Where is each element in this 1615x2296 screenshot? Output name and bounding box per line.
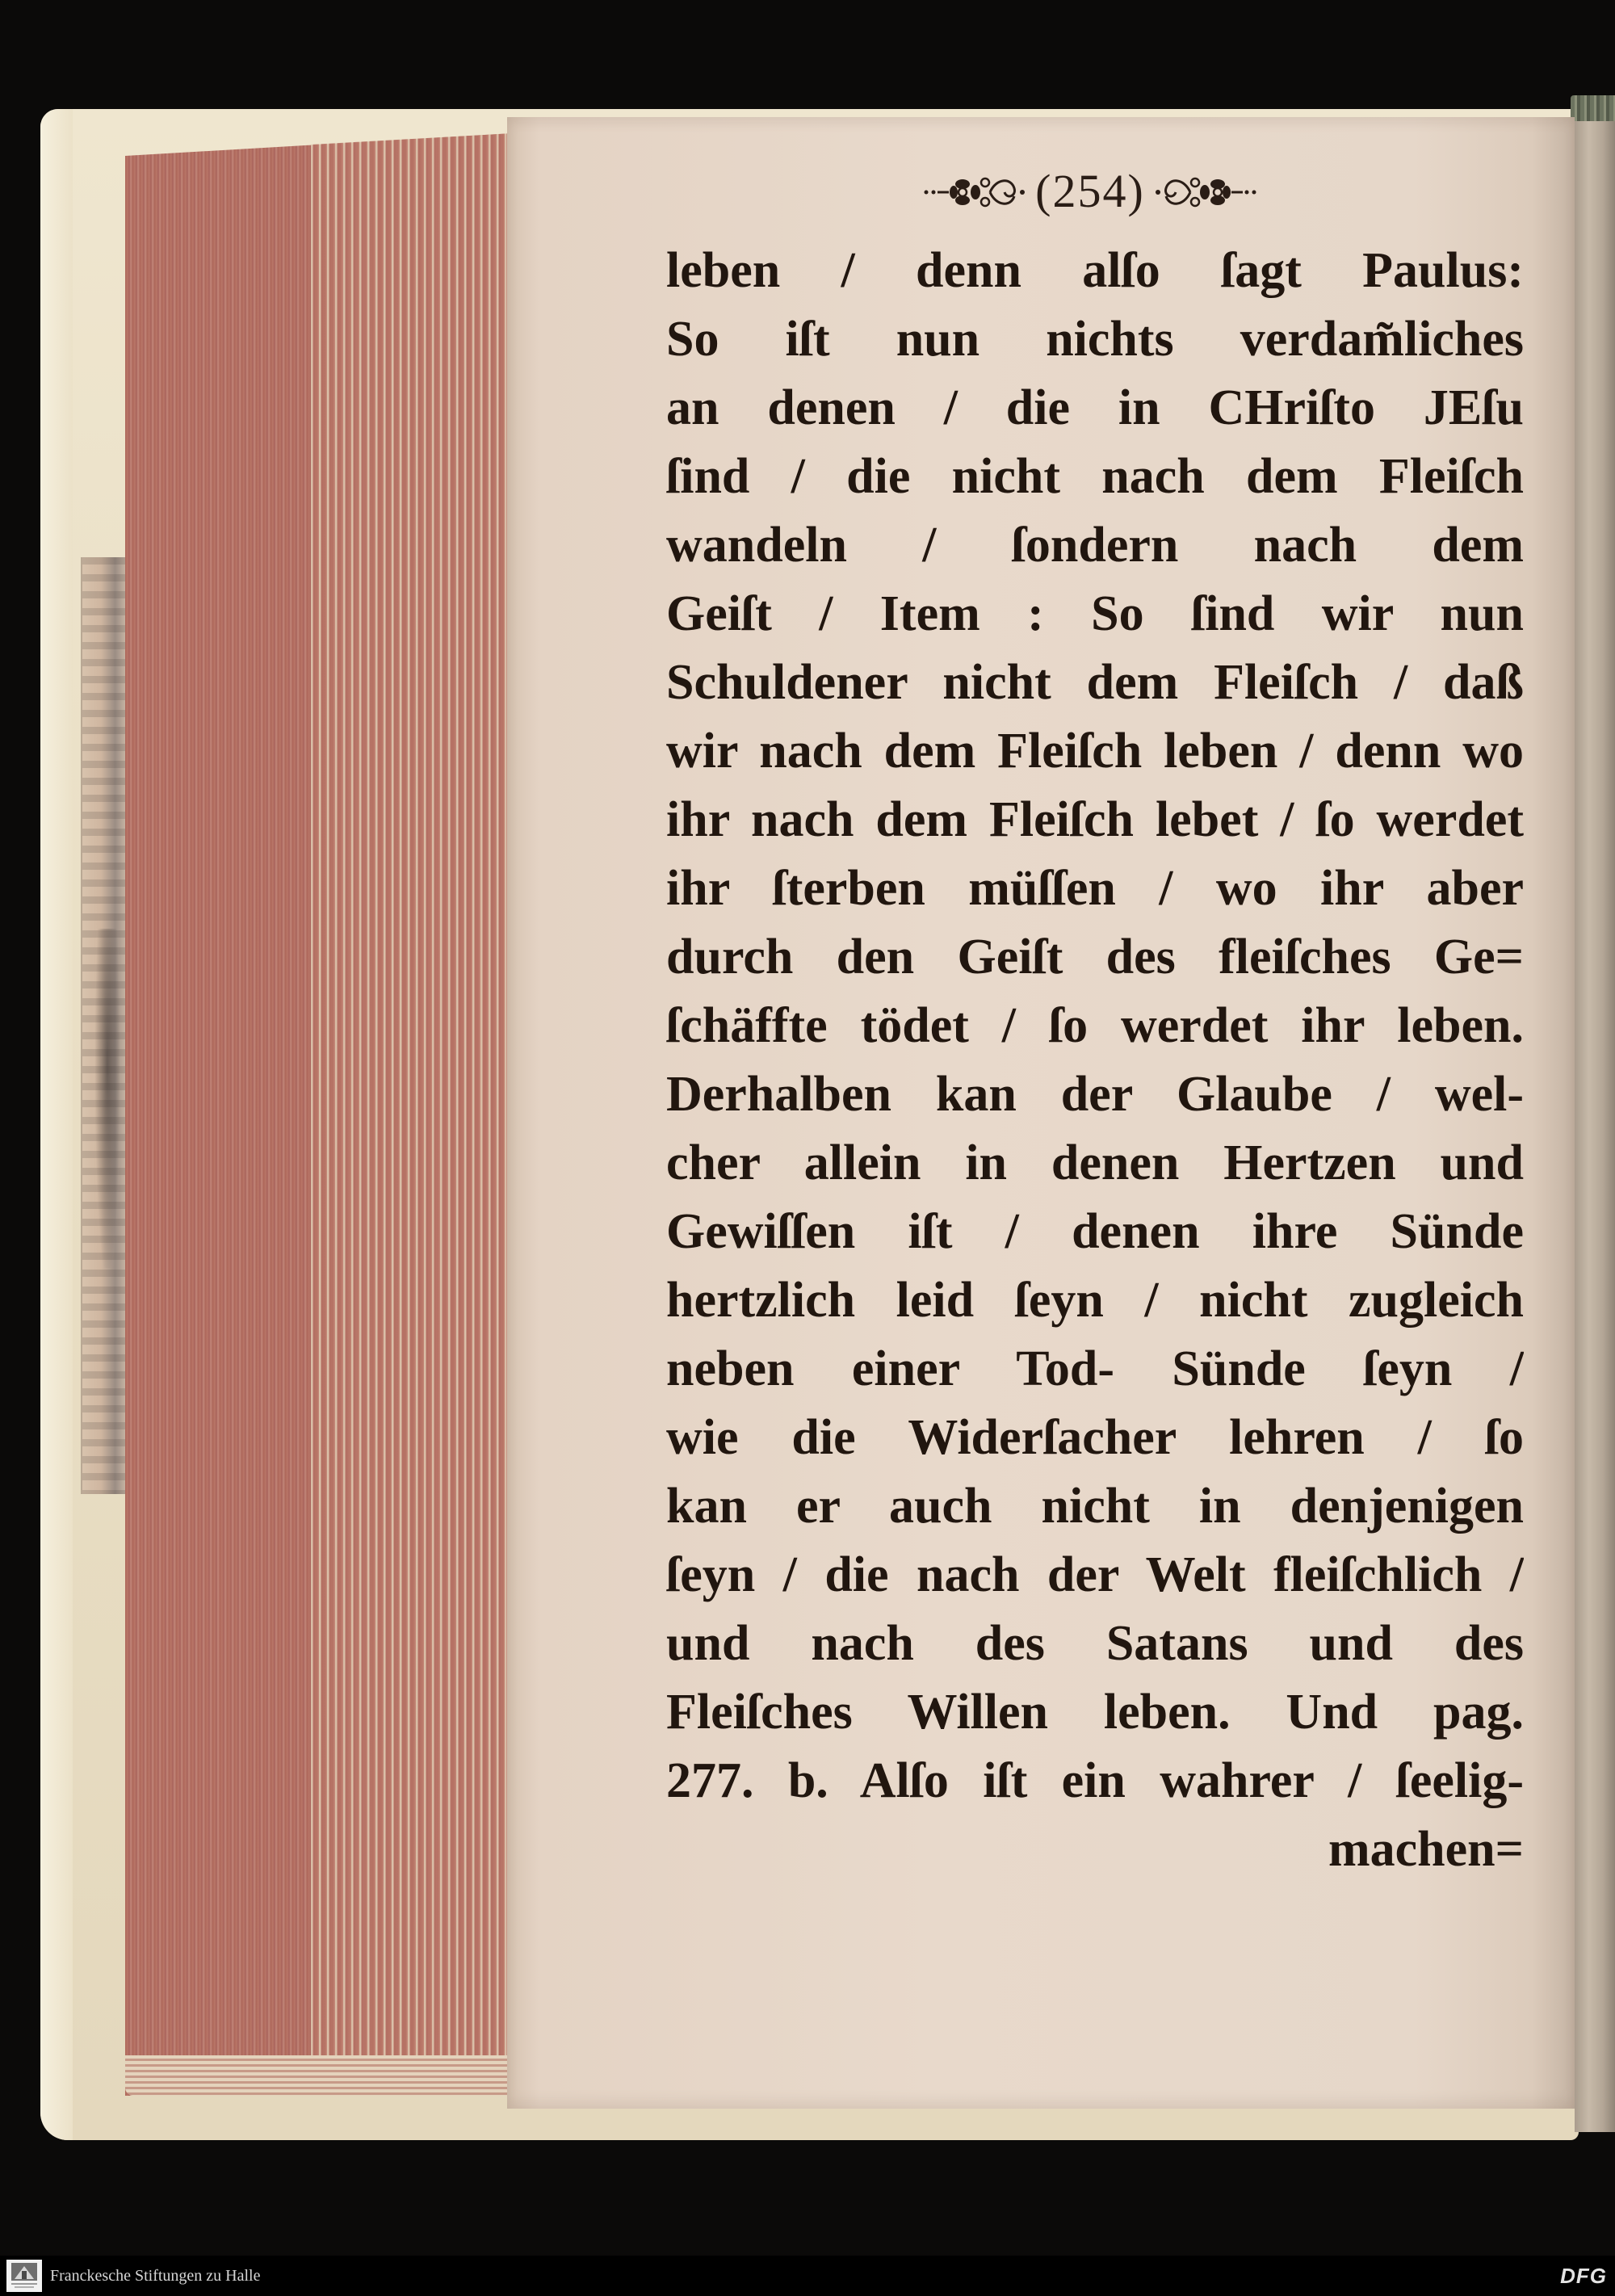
page-number: (254) [1035,164,1145,217]
text-line: durch den Geiſt des fleiſches Ge= [666,930,1524,984]
text-line: hertzlich leid ſeyn / nicht zugleich [666,1273,1524,1328]
institution-name: Franckesche Stiftungen zu Halle [50,2267,261,2285]
text-line: und nach des Satans und des [666,1616,1524,1671]
text-line: Gewiſſen iſt / denen ihre Sünde [666,1204,1524,1259]
text-line: ſeyn / die nach der Welt fleiſchlich / [666,1547,1524,1602]
text-line: ihr ſterben müſſen / wo ihr aber [666,861,1524,916]
frontispiece-engraving [95,929,120,1268]
text-line: So iſt nun nichts verdam̃liches [666,312,1524,367]
page-edges-bottom [125,2055,513,2096]
page-edges [311,133,513,2096]
text-line: leben / denn alſo ſagt Paulus: [666,243,1524,298]
cover-edge [40,109,73,2140]
repository-footer [0,2256,1615,2296]
text-line: wandeln / ſondern nach dem [666,518,1524,573]
text-line: an denen / die in CHriſto JEſu [666,380,1524,435]
text-line: Geiſt / Item : So ſind wir nun [666,586,1524,641]
text-line: neben einer Tod- Sünde ſeyn / [666,1341,1524,1396]
body-text [666,237,1524,1884]
facing-page-edge [1575,121,1615,2132]
text-line: Schuldener nicht dem Fleiſch / daß [666,655,1524,710]
running-head [840,158,1340,223]
text-line: kan er auch nicht in denjenigen [666,1479,1524,1534]
text-line: Fleiſches Willen leben. Und pag. [666,1685,1524,1740]
catchword: machen= [1328,1822,1524,1877]
text-line: ſchäffte tödet / ſo werdet ihr leben. [666,998,1524,1053]
text-line: ihr nach dem Fleiſch lebet / ſo werdet [666,792,1524,847]
text-line: Derhalben kan der Glaube / wel- [666,1067,1524,1122]
ornament-left-icon [922,168,1029,213]
dfg-logo: DFG [1560,2264,1607,2288]
text-line: wir nach dem Fleiſch leben / denn wo [666,724,1524,779]
text-line: wie die Widerſacher lehren / ſo [666,1410,1524,1465]
ornament-right-icon [1151,168,1258,213]
text-line: cher allein in denen Hertzen und [666,1135,1524,1190]
text-line: ſind / die nicht nach dem Fleiſch [666,449,1524,504]
franckesche-logo-icon [6,2260,42,2292]
text-line: 277. b. Alſo iſt ein wahrer / ſeelig- [666,1753,1524,1808]
